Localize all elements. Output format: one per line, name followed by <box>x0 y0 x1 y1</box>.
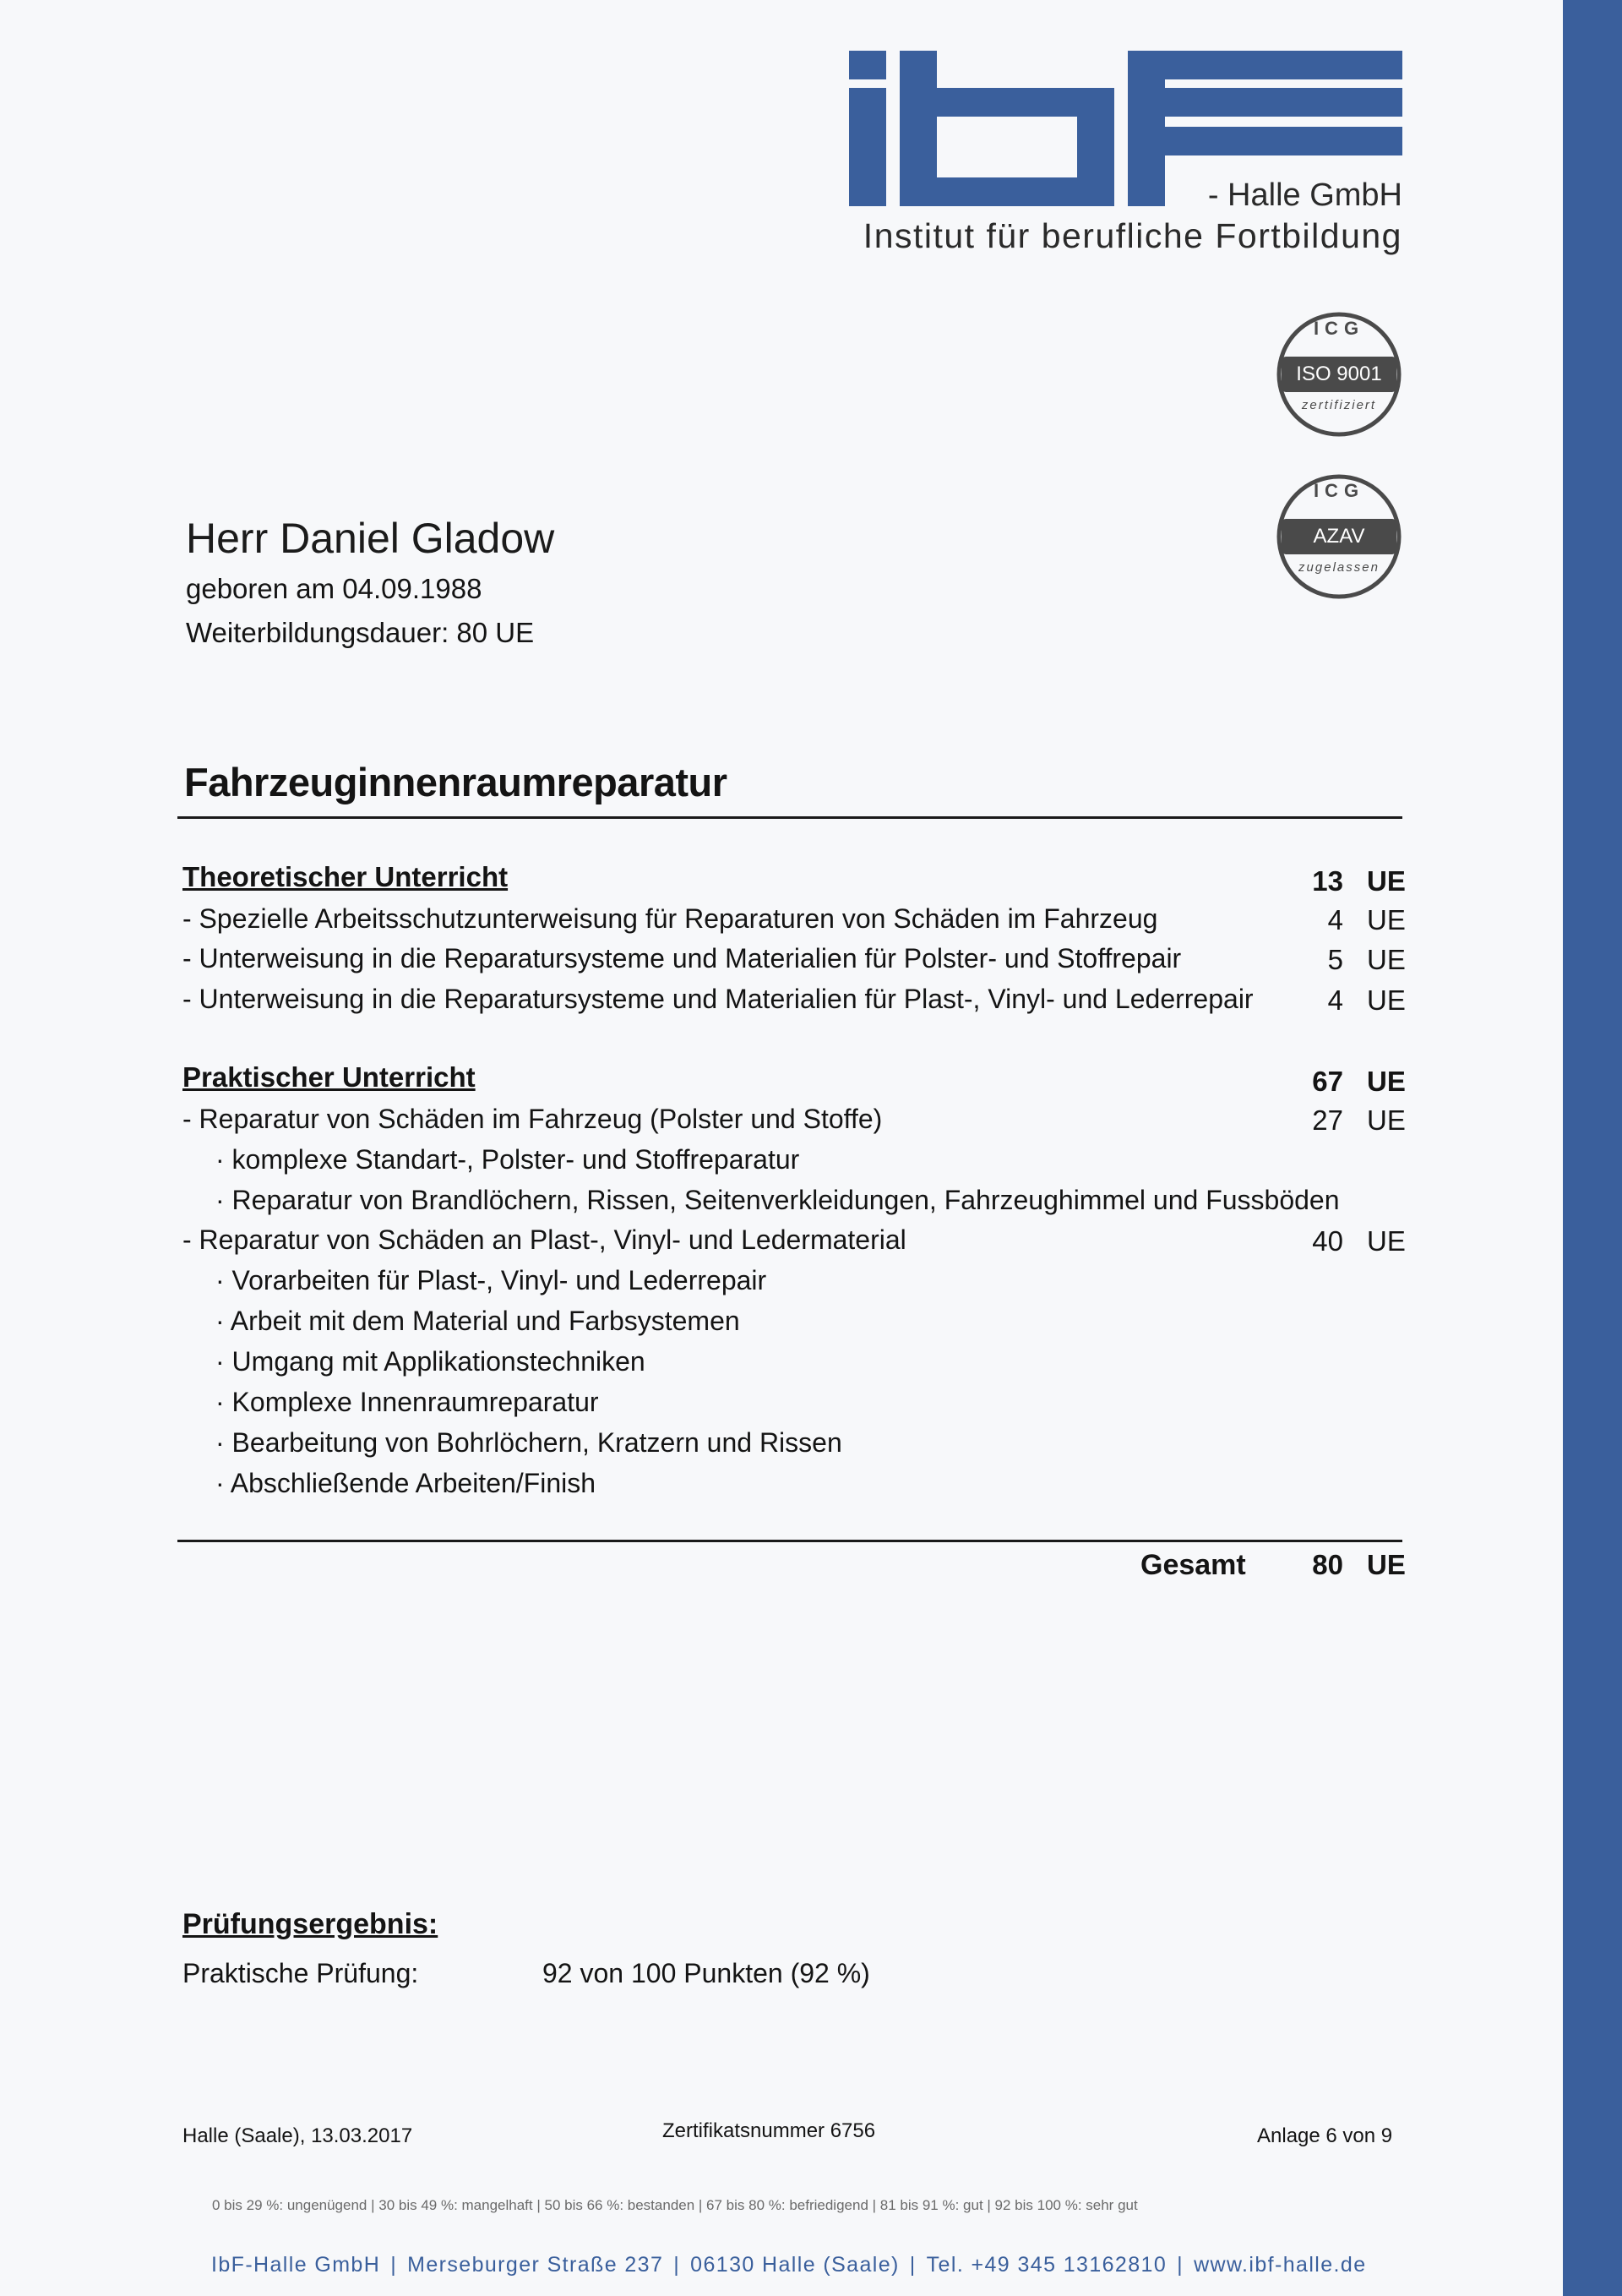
theory-item: - Spezielle Arbeitsschutzunterweisung für Reparaturen von Schäden im Fahrzeug <box>182 903 1158 934</box>
practice-subitem: · Abschließende Arbeiten/Finish <box>215 1468 596 1498</box>
grading-scale: 0 bis 29 %: ungenügend | 30 bis 49 %: mangelhaft | 50 bis 66 %: bestanden | 67 bis 80 %: befriedigend | 81 bis 91 %: gut | 92 bis 100 %: sehr gut <box>212 2197 1138 2213</box>
practice-heading: Praktischer Unterricht <box>182 1061 476 1093</box>
training-duration: Weiterbildungsdauer: 80 UE <box>186 617 535 648</box>
contact-phone: Tel. +49 345 13162810 <box>926 2253 1168 2277</box>
side-color-bar <box>1563 0 1622 2296</box>
theory-total: 13 <box>1312 865 1343 897</box>
contact-street: Merseburger Straße 237 <box>407 2253 664 2277</box>
practice-item-hours: 40 <box>1312 1225 1343 1257</box>
divider <box>177 816 1402 819</box>
exam-result: 92 von 100 Punkten (92 %) <box>542 1958 870 1988</box>
theory-item-hours: 4 <box>1327 984 1343 1016</box>
contact-line: IbF-Halle GmbH | Merseburger Straße 237 | 06130 Halle (Saale) | Tel. +49 345 13162810 | www.ibf-halle.de <box>211 2253 1367 2277</box>
unit-label: UE <box>1367 1225 1406 1257</box>
practice-subitem: · Arbeit mit dem Material und Farbsystemen <box>215 1306 740 1336</box>
contact-city: 06130 Halle (Saale) <box>690 2253 900 2277</box>
institute-name: Institut für berufliche Fortbildung <box>863 216 1402 255</box>
practice-total: 67 <box>1312 1066 1343 1097</box>
recipient-birth: geboren am 04.09.1988 <box>186 573 482 604</box>
iso-9001-label: ISO 9001 <box>1282 357 1396 392</box>
contact-website[interactable]: www.ibf-halle.de <box>1194 2253 1367 2277</box>
unit-label: UE <box>1367 1549 1406 1580</box>
practice-subitem: · Bearbeitung von Bohrlöchern, Kratzern und Rissen <box>215 1427 842 1458</box>
page-indicator: Anlage 6 von 9 <box>1257 2124 1393 2147</box>
practice-subitem: · Komplexe Innenraumreparatur <box>215 1387 599 1417</box>
theory-item-hours: 4 <box>1327 904 1343 935</box>
certificate-number: Zertifikatsnummer 6756 <box>662 2119 876 2142</box>
divider <box>177 1540 1402 1542</box>
theory-item-hours: 5 <box>1327 944 1343 975</box>
unit-label: UE <box>1367 984 1406 1016</box>
company-suffix: - Halle GmbH <box>1207 177 1402 213</box>
total-label: Gesamt <box>1140 1549 1246 1581</box>
recipient-name: Herr Daniel Gladow <box>186 515 555 562</box>
exam-label: Praktische Prüfung: <box>182 1958 419 1988</box>
exam-heading: Prüfungsergebnis: <box>182 1908 438 1940</box>
practice-subitem: · komplexe Standart-, Polster- und Stoffreparatur <box>215 1144 800 1175</box>
unit-label: UE <box>1367 865 1406 897</box>
ibf-logo <box>849 51 1402 262</box>
azav-label: AZAV <box>1282 519 1396 554</box>
practice-item: - Reparatur von Schäden an Plast-, Vinyl- und Ledermaterial <box>182 1224 906 1255</box>
course-title: Fahrzeuginnenraumreparatur <box>184 760 727 804</box>
unit-label: UE <box>1367 904 1406 935</box>
place-date: Halle (Saale), 13.03.2017 <box>182 2124 413 2147</box>
total-hours: 80 <box>1312 1549 1343 1580</box>
azav-seal: ICG AZAV zugelassen <box>1276 473 1402 600</box>
contact-company: IbF-Halle GmbH <box>211 2253 381 2277</box>
practice-subitem: · Vorarbeiten für Plast-, Vinyl- und Lederrepair <box>215 1265 767 1295</box>
theory-item: - Unterweisung in die Reparatursysteme und Materialien für Polster- und Stoffrepair <box>182 943 1182 973</box>
practice-subitem: · Reparatur von Brandlöchern, Rissen, Seitenverkleidungen, Fahrzeughimmel und Fussböden <box>215 1185 1340 1215</box>
iso-9001-seal: ICG ISO 9001 zertifiziert <box>1276 311 1402 438</box>
unit-label: UE <box>1367 1104 1406 1136</box>
theory-heading: Theoretischer Unterricht <box>182 861 509 892</box>
practice-item-hours: 27 <box>1312 1104 1343 1136</box>
unit-label: UE <box>1367 1066 1406 1097</box>
practice-subitem: · Umgang mit Applikationstechniken <box>215 1346 645 1377</box>
practice-item: - Reparatur von Schäden im Fahrzeug (Polster und Stoffe) <box>182 1104 883 1134</box>
theory-item: - Unterweisung in die Reparatursysteme und Materialien für Plast-, Vinyl- und Lederrepair <box>182 984 1254 1014</box>
unit-label: UE <box>1367 944 1406 975</box>
